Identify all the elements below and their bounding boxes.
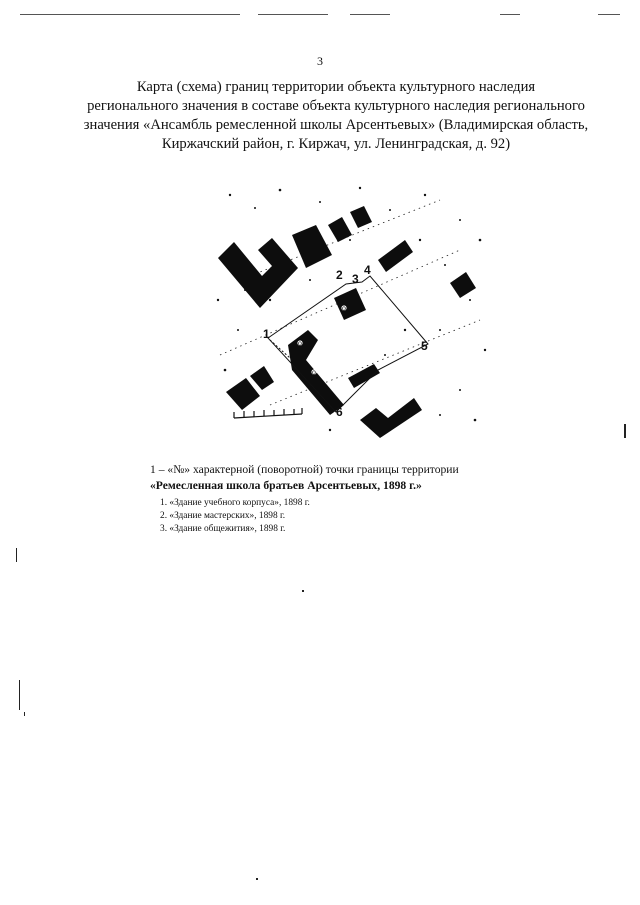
boundary-point-label: 1	[263, 327, 270, 341]
boundary-point-label: 2	[336, 268, 343, 282]
legend-point-explanation: 1 – «№» характерной (поворотной) точки границы территории	[150, 463, 459, 476]
page-number: 3	[317, 54, 323, 68]
building-legend-item: 1. «Здание учебного корпуса», 1898 г.	[160, 498, 310, 508]
map-buildings	[218, 206, 476, 438]
title-line: Киржачский район, г. Киржач, ул. Ленинградская, д. 92)	[161, 136, 511, 152]
boundary-point-label: 6	[336, 405, 343, 419]
scale-bar	[234, 408, 302, 418]
building-number-label: o	[312, 369, 316, 377]
territory-boundary-map	[210, 180, 500, 440]
title-line: Карта (схема) границ территории объекта культурного наследия	[136, 79, 536, 95]
scan-artifact-right-mark	[624, 424, 626, 438]
scan-artifact-left-mark	[16, 548, 17, 562]
boundary-point-label: 4	[364, 263, 371, 277]
scan-artifact-speck	[256, 878, 258, 880]
scan-artifact-speck	[302, 590, 304, 592]
building-legend-item: 2. «Здание мастерских», 1898 г.	[160, 511, 286, 521]
scan-artifact-left-mark	[24, 712, 25, 716]
building-legend-list	[160, 497, 540, 536]
scan-artifact-top-line	[20, 14, 620, 16]
document-title	[80, 78, 592, 154]
legend-territory-name: «Ремесленная школа братьев Арсентьевых, 1898 г.»	[150, 479, 422, 492]
boundary-point-labels	[263, 263, 428, 419]
title-line: значения «Ансамбль ремесленной школы Арсентьевых» (Владимирская область,	[83, 117, 589, 133]
building-number-label: o	[298, 340, 302, 348]
boundary-point-label: 5	[421, 339, 428, 353]
legend-heading	[150, 462, 550, 494]
title-line: регионального значения в составе объекта культурного наследия регионального	[87, 98, 585, 114]
scan-artifact-left-mark	[19, 680, 20, 710]
boundary-point-label: 3	[352, 272, 359, 286]
building-legend-item: 3. «Здание общежития», 1898 г.	[160, 524, 286, 534]
building-number-label: o	[342, 305, 346, 313]
